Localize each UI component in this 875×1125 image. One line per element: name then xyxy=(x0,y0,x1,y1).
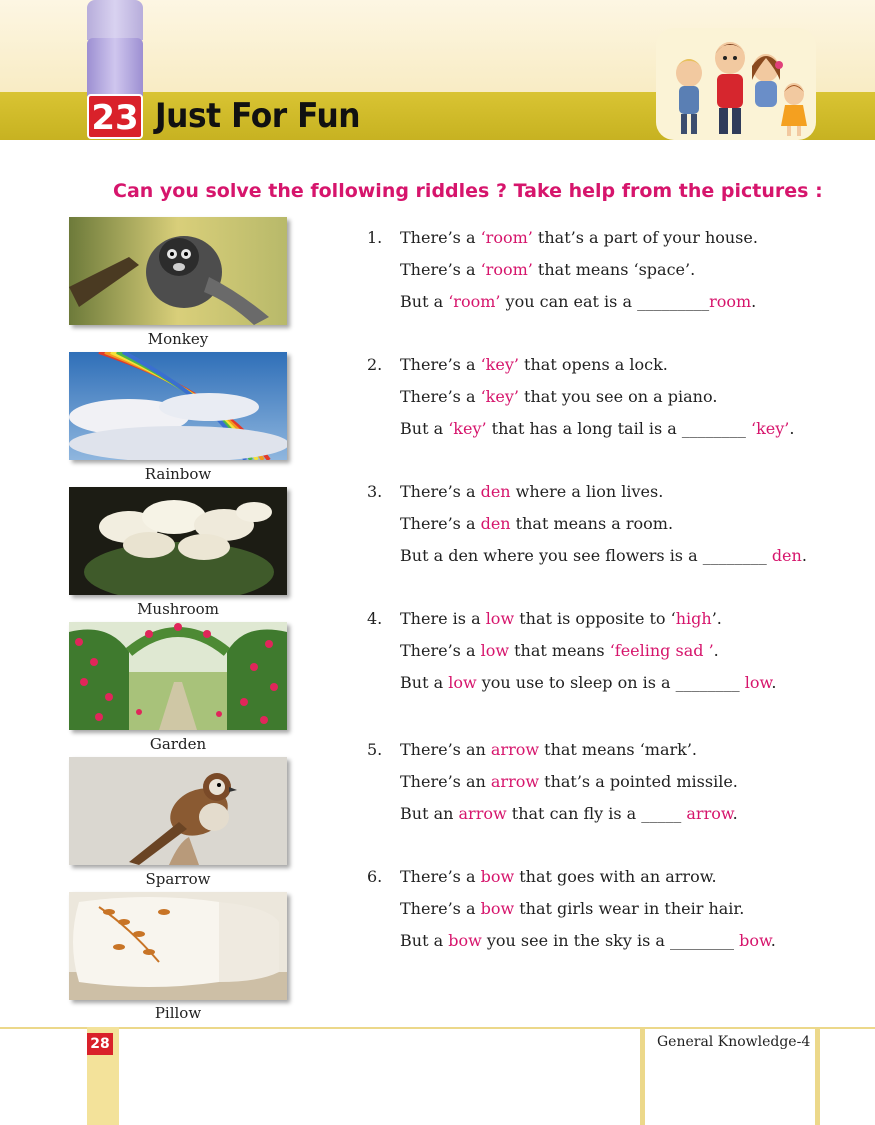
footer-rule xyxy=(0,1027,875,1029)
highlighted-word: ‘key’ xyxy=(751,419,790,438)
footer-divider xyxy=(815,1027,820,1125)
riddle-number: 3. xyxy=(367,482,383,501)
riddle-number: 1. xyxy=(367,228,383,247)
riddle-text: There’s a xyxy=(400,867,481,886)
highlighted-word: ‘room’ xyxy=(480,260,533,279)
riddle-text: that means xyxy=(509,641,610,660)
highlighted-word: ‘key’ xyxy=(480,387,519,406)
riddle-line xyxy=(400,609,722,628)
highlighted-word: low xyxy=(448,673,477,692)
riddle-text: There’s an xyxy=(400,740,491,759)
riddle-text: that girls wear in their hair. xyxy=(514,899,745,918)
riddle-line xyxy=(400,931,776,950)
riddle-text: There’s a xyxy=(400,387,481,406)
highlighted-word: bow xyxy=(448,931,482,950)
riddle-line xyxy=(400,804,738,823)
chapter-tab-back xyxy=(87,0,143,40)
riddle-text: you use to sleep on is a ________ xyxy=(476,673,745,692)
riddle-text: that you see on a piano. xyxy=(518,387,718,406)
riddle-text: But a xyxy=(400,931,449,950)
riddle-text: . xyxy=(713,641,719,660)
riddle-line xyxy=(400,292,756,311)
riddle-text: . xyxy=(751,292,757,311)
highlighted-word: bow xyxy=(739,931,771,950)
riddle-line xyxy=(400,514,673,533)
riddle-line xyxy=(400,419,794,438)
riddle-line xyxy=(400,673,776,692)
riddle-text: where a lion lives. xyxy=(510,482,664,501)
highlighted-word: arrow xyxy=(686,804,733,823)
riddle-text: that can fly is a _____ xyxy=(506,804,687,823)
instruction-text: Can you solve the following riddles ? Take help from the pictures : xyxy=(113,180,823,202)
riddle-text: that means a room. xyxy=(510,514,674,533)
highlighted-word: den xyxy=(480,482,511,501)
riddle-text: that’s a part of your house. xyxy=(532,228,758,247)
riddle-line xyxy=(400,387,717,406)
mushroom-photo xyxy=(69,487,287,595)
riddle-number: 4. xyxy=(367,609,383,628)
riddle-line xyxy=(400,546,807,565)
highlighted-word: low xyxy=(744,673,772,692)
picture-caption: Garden xyxy=(149,735,207,753)
highlighted-word: low xyxy=(485,609,515,628)
kids-illustration xyxy=(656,28,816,140)
highlighted-word: bow xyxy=(480,867,515,886)
riddle-text: you can eat is a _________ xyxy=(500,292,710,311)
picture-caption: Mushroom xyxy=(137,600,219,618)
riddle-text: . xyxy=(770,931,776,950)
riddle-text: There’s a xyxy=(400,899,481,918)
riddle-text: But a xyxy=(400,673,449,692)
riddle-line xyxy=(400,867,717,886)
riddle-number: 6. xyxy=(367,867,383,886)
cartoon-family-icon xyxy=(656,28,816,140)
riddle-text: There’s a xyxy=(400,228,481,247)
riddle-text: . xyxy=(732,804,738,823)
sparrow-photo xyxy=(69,757,287,865)
riddle-text: that’s a pointed missile. xyxy=(539,772,738,791)
riddle-line xyxy=(400,355,668,374)
highlighted-word: ‘room’ xyxy=(448,292,501,311)
riddle-line xyxy=(400,740,697,759)
chapter-number: 23 xyxy=(87,94,143,139)
riddle-text: that is opposite to ‘ xyxy=(514,609,676,628)
riddle-text: you see in the sky is a ________ xyxy=(481,931,740,950)
riddle-text: that has a long tail is a ________ xyxy=(486,419,752,438)
highlighted-word: arrow xyxy=(458,804,507,823)
footer-divider xyxy=(640,1027,645,1125)
riddle-number: 2. xyxy=(367,355,383,374)
page-number: 28 xyxy=(87,1033,113,1055)
highlighted-word: ‘key’ xyxy=(448,419,487,438)
riddle-line xyxy=(400,641,719,660)
highlighted-word: den xyxy=(771,546,802,565)
riddle-text: But a den where you see flowers is a ________ xyxy=(400,546,772,565)
riddle-line xyxy=(400,899,744,918)
highlighted-word: ‘feeling sad ’ xyxy=(609,641,714,660)
riddle-text: There is a xyxy=(400,609,486,628)
riddle-text: that goes with an arrow. xyxy=(514,867,717,886)
monkey-photo xyxy=(69,217,287,325)
riddle-line xyxy=(400,482,663,501)
highlighted-word: arrow xyxy=(490,772,540,791)
riddle-line xyxy=(400,260,695,279)
riddle-text: There’s a xyxy=(400,514,481,533)
riddle-text: There’s a xyxy=(400,482,481,501)
highlighted-word: high xyxy=(675,609,712,628)
picture-caption: Sparrow xyxy=(145,870,211,888)
pillow-photo xyxy=(69,892,287,1000)
riddle-text: There’s a xyxy=(400,641,481,660)
rainbow-photo xyxy=(69,352,287,460)
riddle-text: There’s a xyxy=(400,260,481,279)
riddle-text: There’s an xyxy=(400,772,491,791)
riddle-text: that opens a lock. xyxy=(518,355,668,374)
riddle-text: . xyxy=(789,419,795,438)
highlighted-word: low xyxy=(480,641,510,660)
riddle-text: . xyxy=(771,673,777,692)
riddle-text: There’s a xyxy=(400,355,481,374)
highlighted-word: ‘room’ xyxy=(480,228,533,247)
riddle-text: ’. xyxy=(711,609,722,628)
highlighted-word: ‘key’ xyxy=(480,355,519,374)
highlighted-word: bow xyxy=(480,899,515,918)
picture-caption: Pillow xyxy=(154,1004,202,1022)
riddle-text: But an xyxy=(400,804,459,823)
riddle-text: But a xyxy=(400,419,449,438)
riddle-line xyxy=(400,772,738,791)
picture-caption: Monkey xyxy=(147,330,209,348)
chapter-tab-front xyxy=(87,38,143,96)
garden-photo xyxy=(69,622,287,730)
riddle-line xyxy=(400,228,758,247)
chapter-title: Just For Fun xyxy=(155,96,361,136)
highlighted-word: arrow xyxy=(490,740,540,759)
book-title: General Knowledge-4 xyxy=(657,1034,811,1050)
picture-caption: Rainbow xyxy=(144,465,212,483)
riddle-number: 5. xyxy=(367,740,383,759)
highlighted-word: den xyxy=(480,514,511,533)
riddle-text: that means ‘mark’. xyxy=(539,740,698,759)
riddle-text: But a xyxy=(400,292,449,311)
riddle-text: . xyxy=(801,546,807,565)
highlighted-word: room xyxy=(709,292,752,311)
riddle-text: that means ‘space’. xyxy=(532,260,696,279)
